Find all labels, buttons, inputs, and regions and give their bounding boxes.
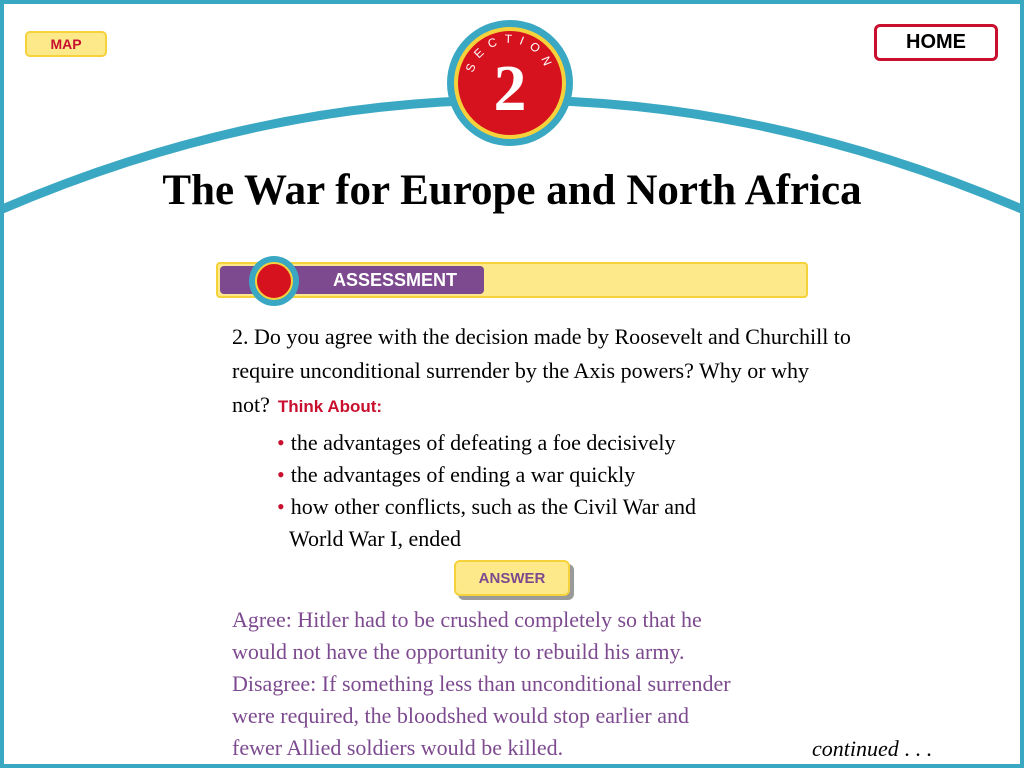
- section-badge: [445, 18, 575, 148]
- think-about-label: Think About:: [277, 397, 383, 416]
- answer-line: Disagree: If something less than unconditional surrender: [232, 671, 731, 696]
- map-button[interactable]: [25, 31, 107, 57]
- bullet-dot: •: [277, 494, 285, 519]
- answer-button[interactable]: [454, 560, 570, 596]
- answer-line: Agree: Hitler had to be crushed completely so that he: [232, 607, 702, 632]
- answer-line: would not have the opportunity to rebuild his army.: [232, 639, 685, 664]
- continued-indicator: [812, 734, 1012, 764]
- section-number: 2: [493, 52, 527, 125]
- answer-line: were required, the bloodshed would stop earlier and: [232, 703, 689, 728]
- bullet-text: the advantages of defeating a foe decisively: [290, 430, 676, 455]
- answer-button-label: ANSWER: [478, 569, 546, 587]
- home-button[interactable]: [874, 24, 998, 61]
- map-button-label: MAP: [50, 36, 82, 52]
- bullet-text: how other conflicts, such as the Civil War and: [290, 494, 697, 519]
- list-item: [277, 459, 837, 491]
- bullet-text: the advantages of ending a war quickly: [290, 462, 636, 487]
- bullet-text-continued: World War I, ended: [289, 526, 461, 551]
- answer-line: fewer Allied soldiers would be killed.: [232, 735, 564, 760]
- section-label: SECTION: [462, 31, 558, 75]
- assessment-label: ASSESSMENT: [332, 270, 458, 290]
- bullet-dot: •: [277, 462, 285, 487]
- continued-word: continued: [812, 736, 899, 761]
- answer-text: [232, 604, 832, 764]
- list-item: [277, 427, 837, 459]
- bullet-dot: •: [277, 430, 285, 455]
- continued-ellipsis: . . .: [898, 736, 932, 761]
- question-body: 2. Do you agree with the decision made by Roosevelt and Churchill to require unconditional surrender by the Axis powers? Why or why not?: [232, 324, 851, 417]
- page-title: The War for Europe and North Africa: [162, 167, 862, 214]
- think-about-list: [277, 427, 837, 554]
- question-text: [232, 320, 852, 424]
- list-item: [277, 491, 837, 554]
- home-button-label: HOME: [906, 31, 966, 53]
- assessment-circle-inner: [255, 262, 293, 300]
